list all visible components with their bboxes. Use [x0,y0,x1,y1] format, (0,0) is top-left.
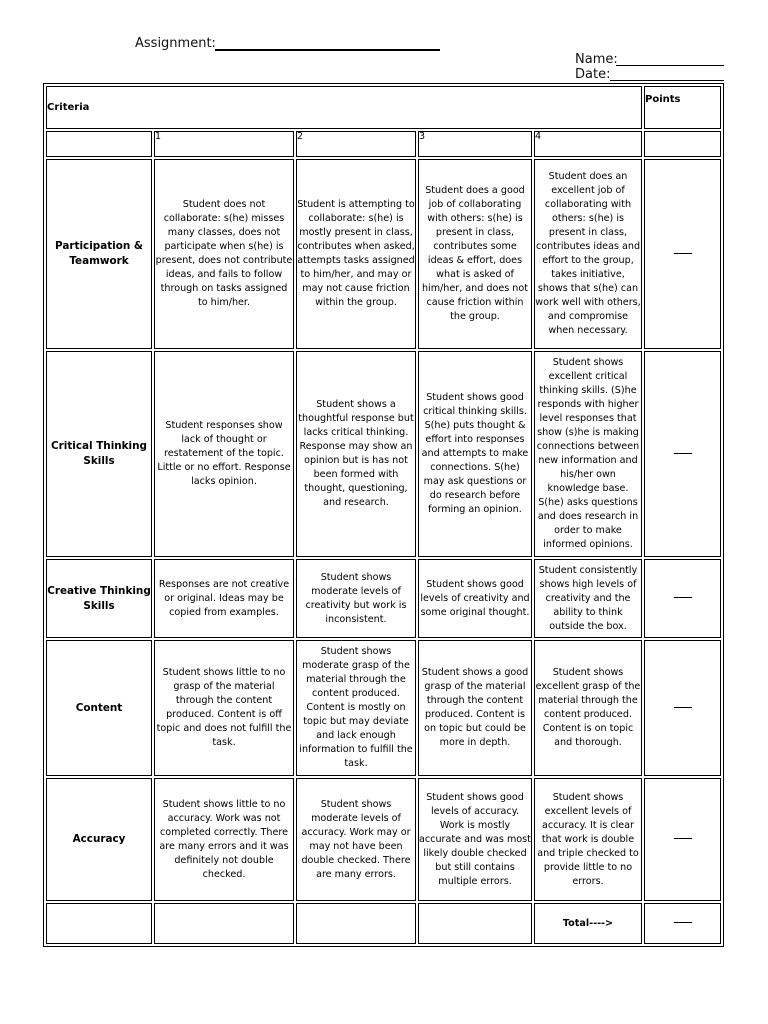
level-label: 4 [534,131,642,157]
descriptor-cell: Student shows excellent grasp of the material through the content produced. Content is on topic and thorough. [534,640,642,776]
total-row [46,903,721,944]
name-blank[interactable] [616,65,724,66]
descriptor-cell: Student does a good job of collaborating with others: s(he) is present in class, contributes some ideas & effort, does what is asked of him/her, and does not cause friction within the group. [418,159,532,349]
rubric-row-content [46,640,721,776]
rubric-row-accuracy [46,778,721,901]
levels-row-points-blank [644,131,721,157]
points-blank[interactable] [674,253,692,254]
points-blank[interactable] [674,453,692,454]
rubric-row-participation [46,159,721,349]
total-row-blank [154,903,294,944]
points-blank[interactable] [674,838,692,839]
assignment-blank[interactable] [215,49,440,51]
descriptor-cell: Student consistently shows high levels of creativity and the ability to think outside the box. [534,559,642,638]
date-label: Date: [575,67,611,82]
points-cell[interactable] [644,559,721,638]
descriptor-cell: Responses are not creative or original. Ideas may be copied from examples. [154,559,294,638]
total-points-cell[interactable] [644,903,721,944]
descriptor-cell: Student shows little to no accuracy. Work was not completed correctly. There are many errors and it was definitely not double checked. [154,778,294,901]
points-cell[interactable] [644,640,721,776]
total-row-blank [418,903,532,944]
points-blank[interactable] [674,597,692,598]
descriptor-cell: Student responses show lack of thought or restatement of the topic. Little or no effort. Response lacks opinion. [154,351,294,557]
descriptor-cell: Student shows excellent critical thinking skills. (S)he responds with higher level responses that show (s)he is making connections between new information and his/her own knowledge base. S(he) asks questions and does research in order to make informed opinions. [534,351,642,557]
descriptor-cell: Student shows good levels of creativity and some original thought. [418,559,532,638]
rubric-header-row [46,86,721,129]
descriptor-cell: Student is attempting to collaborate: s(he) is mostly present in class, contributes when asked, attempts tasks assigned to him/her, and may or may not cause friction within the group. [296,159,416,349]
levels-row [46,131,721,157]
descriptor-cell: Student shows a thoughtful response but lacks critical thinking. Response may show an opinion but is has not been formed with thought, questioning, and research. [296,351,416,557]
descriptor-cell: Student does an excellent job of collaborating with others: s(he) is present in class, contributes ideas and effort to the group, takes initiative, shows that s(he) can work well with others, and compromise when necessary. [534,159,642,349]
points-cell[interactable] [644,351,721,557]
points-header: Points [644,86,721,129]
points-blank[interactable] [674,707,692,708]
descriptor-cell: Student shows excellent levels of accuracy. It is clear that work is double and triple checked to provide little to no errors. [534,778,642,901]
points-cell[interactable] [644,159,721,349]
total-points-blank[interactable] [674,922,692,923]
level-label: 1 [154,131,294,157]
descriptor-cell: Student shows moderate levels of accuracy. Work may or may not have been double checked. There are many errors. [296,778,416,901]
total-row-blank [296,903,416,944]
descriptor-cell: Student does not collaborate: s(he) misses many classes, does not participate when s(he) is present, does not contribute ideas, and fails to follow through on tasks assigned to him/her. [154,159,294,349]
descriptor-cell: Student shows good levels of accuracy. Work is mostly accurate and was most likely double checked but still contains multiple errors. [418,778,532,901]
criterion-label: Accuracy [46,778,152,901]
date-blank[interactable] [610,80,724,81]
descriptor-cell: Student shows a good grasp of the material through the content produced. Content is on topic but could be more in depth. [418,640,532,776]
assignment-label: Assignment: [135,36,216,51]
descriptor-cell: Student shows moderate levels of creativity but work is inconsistent. [296,559,416,638]
rubric-row-critical-thinking [46,351,721,557]
total-label: Total----> [534,903,642,944]
criteria-header: Criteria [46,86,642,129]
level-label: 2 [296,131,416,157]
criterion-label: Critical Thinking Skills [46,351,152,557]
descriptor-cell: Student shows moderate grasp of the material through the content produced. Content is mostly on topic but may deviate and lack enough information to fulfill the task. [296,640,416,776]
level-label: 3 [418,131,532,157]
levels-row-blank [46,131,152,157]
name-label: Name: [575,52,618,67]
rubric-table [43,83,724,947]
criterion-label: Creative Thinking Skills [46,559,152,638]
descriptor-cell: Student shows good critical thinking skills. S(he) puts thought & effort into responses and attempts to make connections. S(he) may ask questions or do research before forming an opinion. [418,351,532,557]
descriptor-cell: Student shows little to no grasp of the material through the content produced. Content is off topic and does not fulfill the task. [154,640,294,776]
rubric-row-creative-thinking [46,559,721,638]
criterion-label: Content [46,640,152,776]
points-cell[interactable] [644,778,721,901]
total-row-blank [46,903,152,944]
criterion-label: Participation & Teamwork [46,159,152,349]
